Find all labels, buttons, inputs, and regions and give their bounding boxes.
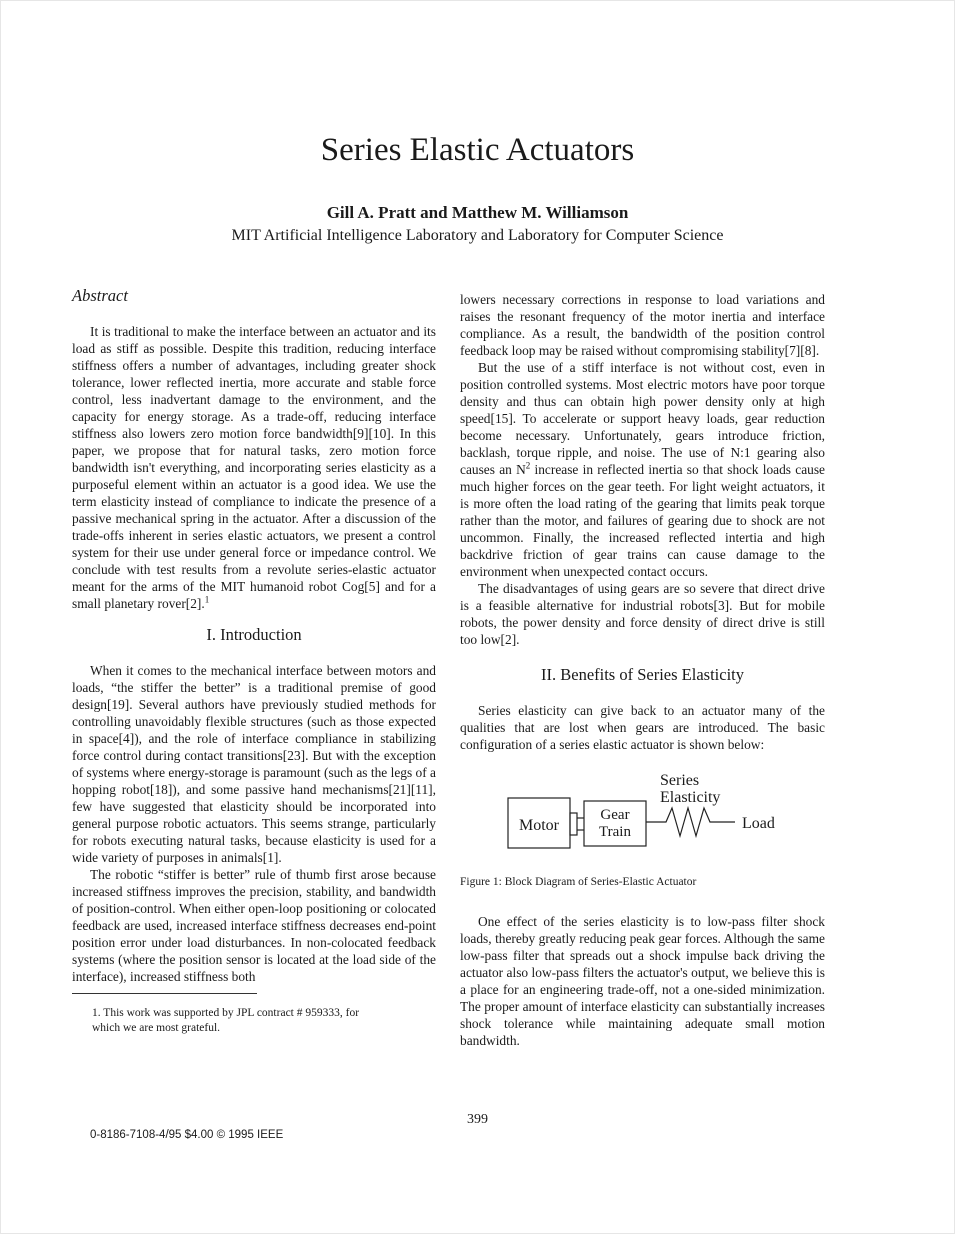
page-number: 399 (467, 1112, 488, 1127)
footnote-marker: 1 (204, 594, 210, 605)
motor-label: Motor (519, 817, 559, 834)
gear-label-1: Gear (600, 807, 630, 823)
intro-paragraph-2-continued: lowers necessary corrections in response to load variations and raises the resonant frequency of the motor inertia and interface compliance. As a result, the bandwidth of the position control feedback loop may be raised without compromising stability[7][8]. (460, 292, 825, 358)
gear-label-2: Train (599, 824, 631, 840)
elasticity-label-1: Series (660, 772, 700, 789)
abstract-text: It is traditional to make the interface between an actuator and its load as stiff as possible. Despite this tradition, reducing interface stiffness offers a number of advantages, including greater shock tolerance, lower reflected inertia, more accurate and stable force control, less inadvertant damage to the environment, and the capacity for energy storage. As a trade-off, reducing interface stiffness also lowers zero motion force bandwidth[9][10]. In this paper, we propose that for natural tasks, zero motion force bandwidth isn't everything, and incorporating series elasticity as a purposeful element within an actuator is a good idea. We use the term elasticity instead of compliance to indicate the presence of a passive mechanical spring in the actuator. After a discussion of the trade-offs inherent in series elastic actuators, we present a control system for their use under general force or impedance control. We conclude with test results from a revolute series-elastic actuator meant for the arms of the MIT humanoid robot Cog[5] and for a small planetary rover[2].$^1$ (72, 324, 436, 611)
series-spring (646, 808, 735, 836)
intro-paragraph-3: But the use of a stiff interface is not without cost, even in position controlled systems. Most electric motors have poor torque density and thus can obtain high power density only at high speed[15]. To accelerate or support heavy loads, gear reduction become necessary. Unfortunately, gears introduce friction, backlash, torque ripple, and noise. The use of N:1 gearing also causes an $N^2$ increase in reflected inertia so that shock loads cause much higher forces on the gear teeth. For light weight actuators, it is more often the load rating of the gearing that limits peak torque rather than the motor, and failures of gearing due to shock are not uncommon. Finally, the increased reflected intertia and high backdrive friction of gear trains can cause damage to the environment when unexpected contact occurs. (460, 360, 825, 579)
intro-paragraph-2: The robotic “stiffer is better” rule of thumb first arose because increased stiffness improves the precision, stability, and bandwidth of position-control. When either open-loop positioning or colocated feedback are used, increased interface stiffness decreases end-point position error under load disturbances. In non-colocated feedback systems (where the position sensor is located at the load side of the interface), increased stiffness both (72, 867, 436, 984)
block-diagram-figure (460, 765, 825, 870)
intro-paragraph-4: The disadvantages of using gears are so severe that direct drive is a feasible alternative for industrial robots[3]. But for mobile robots, the power density and force density of direct drive is still too low[2]. (460, 581, 825, 647)
superscript-two: 2 (525, 460, 531, 471)
copyright-line: 0-8186-7108-4/95 $4.00 © 1995 IEEE (90, 1129, 284, 1141)
footnote-line-1: 1. This work was supported by JPL contract # 959333, for (92, 1007, 360, 1019)
benefits-paragraph-1: Series elasticity can give back to an actuator many of the qualities that are lost when gears are introduced. The basic configuration of a series elastic actuator is shown below: (460, 703, 825, 752)
footnote (72, 1006, 436, 1036)
footnote-line-2: which we are most grateful. (92, 1022, 221, 1034)
intro-heading: I. Introduction (206, 625, 302, 644)
abstract-heading: Abstract (72, 286, 128, 305)
elasticity-label-2: Elasticity (660, 789, 721, 806)
footnote-divider (72, 993, 257, 994)
gear-connector (570, 813, 577, 835)
benefits-paragraph-2: One effect of the series elasticity is to low-pass filter shock loads, thereby greatly reducing peak gear forces. Although the same low-pass filter that spreads out a shock impulse back driving the actuator also low-pass filters the actuator's output, we believe this is a place for an engineering trade-off, not a one-sided minimization. The proper amount of interface elasticity can substantially increases shock tolerance while maintaining adequate small motion bandwidth. (460, 914, 825, 1048)
paper-authors: Gill A. Pratt and Matthew M. Williamson (326, 203, 629, 222)
benefits-heading: II. Benefits of Series Elasticity (541, 665, 744, 684)
block-diagram (460, 765, 825, 870)
intro-paragraph-1: When it comes to the mechanical interface between motors and loads, “the stiffer the better” is a traditional premise of good design[19]. Several authors have previously studied methods for controlling unavoidably flexible structures (such as those expected in space[4]), and the role of interface compliance in stabilizing force control during contact transitions[23]. But with the exception of systems where energy-storage is paramount (such as the legs of a hopping robot[18]), and some passive hand mechanisms[21][11], few have suggested that elasticity should be incorporated into general purpose robotic actuators. This seems strange, particularly for robots executing natural tasks, because elasticity is used for a wide variety of purposes in animals[1]. (72, 663, 436, 865)
figure-caption: Figure 1: Block Diagram of Series-Elastic Actuator (460, 876, 697, 888)
paper-affiliation: MIT Artificial Intelligence Laboratory and Laboratory for Computer Science (231, 227, 724, 244)
right-column (460, 291, 825, 1049)
paper-title: Series Elastic Actuators (320, 132, 635, 168)
left-column (72, 287, 436, 1036)
load-label: Load (742, 815, 775, 832)
